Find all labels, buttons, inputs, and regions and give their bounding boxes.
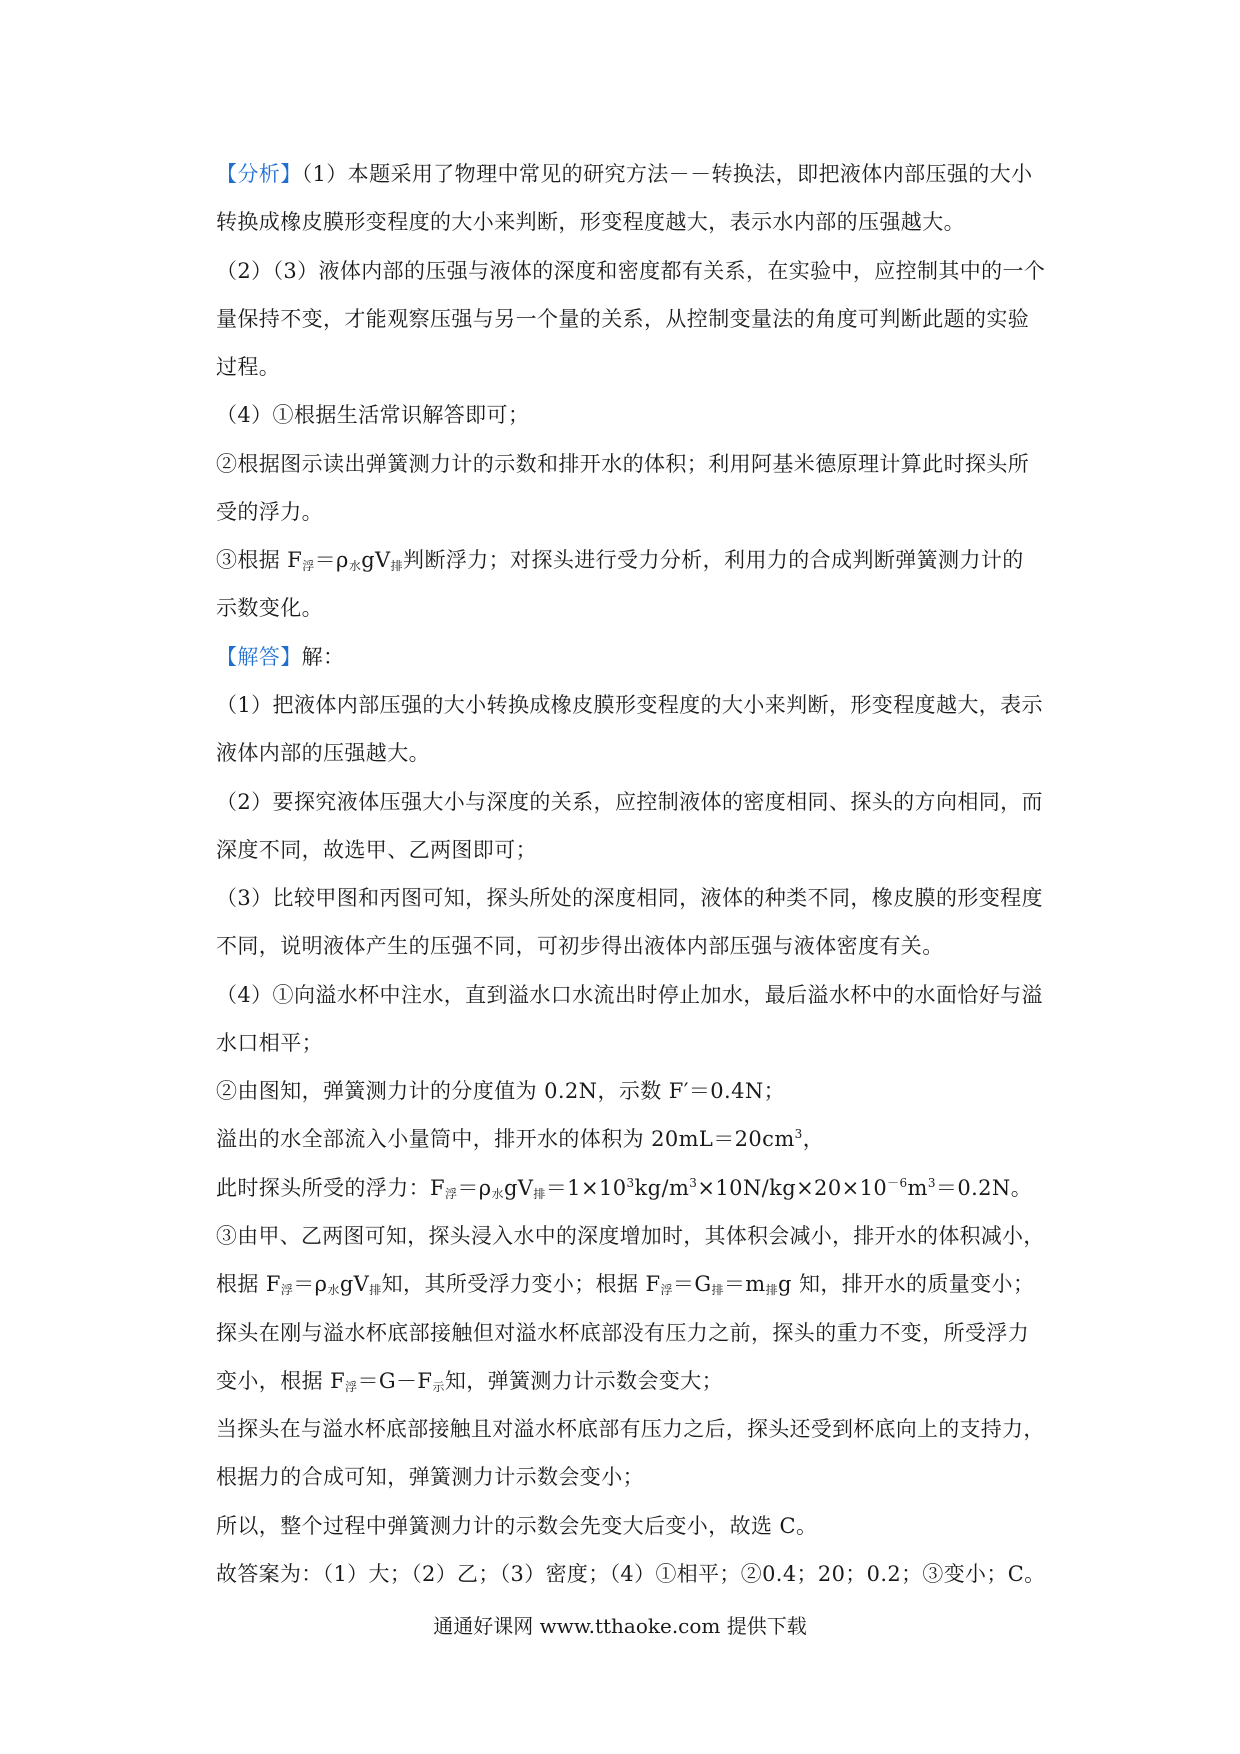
answer-line-9: ②由图知，弹簧测力计的分度值为 0.2N，示数 F′＝0.4N；: [216, 1079, 786, 1103]
answer-line-17: 根据力的合成可知，弹簧测力计示数会变小；: [216, 1465, 644, 1489]
answer-line-3: （2）要探究液体压强大小与深度的关系，应控制液体的密度相同、探头的方向相同，而: [216, 790, 1043, 814]
answer-line-14: 探头在刚与溢水杯底部接触但对溢水杯底部没有压力之前，探头的重力不变，所受浮力: [216, 1321, 1030, 1345]
analysis-line-2: 转换成橡皮膜形变程度的大小来判断，形变程度越大，表示水内部的压强越大。: [216, 210, 965, 234]
answer-line-5: （3）比较甲图和丙图可知，探头所处的深度相同，液体的种类不同，橡皮膜的形变程度: [216, 886, 1043, 910]
answer-line-11: 此时探头所受的浮力：$F_浮=\rho_水gV_排=1\times 10^3kg/m^3\times 10N/kg\times 20\times 10^{-6}m^3=0.2N$。: [216, 1176, 1033, 1201]
answer-line-12: ③由甲、乙两图可知，探头浸入水中的深度增加时，其体积会减小，排开水的体积减小，: [216, 1224, 1045, 1248]
analysis-line-5: 过程。: [216, 355, 281, 379]
analysis-line-6: （4）①根据生活常识解答即可；: [216, 403, 530, 427]
answer-line-16: 当探头在与溢水杯底部接触且对溢水杯底部有压力之后，探头还受到杯底向上的支持力，: [216, 1417, 1045, 1441]
answer-line-13: 根据 $F_浮=\rho_水gV_排$知，其所受浮力变小；根据 $F_浮=G_排=m_排g$ 知，排开水的质量变小；: [216, 1272, 1035, 1297]
answer-tag: 【解答】: [216, 645, 302, 669]
answer-line-7: （4）①向溢水杯中注水，直到溢水口水流出时停止加水，最后溢水杯中的水面恰好与溢: [216, 983, 1043, 1007]
analysis-line-7: ②根据图示读出弹簧测力计的示数和排开水的体积；利用阿基米德原理计算此时探头所: [216, 452, 1030, 476]
answer-line-4: 深度不同，故选甲、乙两图即可；: [216, 838, 537, 862]
answer-line-0: 【解答】解：: [216, 645, 345, 669]
answer-line-1: （1）把液体内部压强的大小转换成橡皮膜形变程度的大小来判断，形变程度越大，表示: [216, 693, 1043, 717]
answer-line-19: 故答案为：（1）大；（2）乙；（3）密度；（4）①相平；②0.4；20；0.2；③变小；C。: [216, 1562, 1046, 1586]
analysis-line-3: （2）（3）液体内部的压强与液体的深度和密度都有关系，在实验中，应控制其中的一个: [216, 259, 1046, 283]
analysis-tag: 【分析】: [216, 162, 302, 186]
analysis-line-1: 【分析】（1）本题采用了物理中常见的研究方法－－转换法，即把液体内部压强的大小: [216, 162, 1033, 186]
answer-line-10: 溢出的水全部流入小量筒中，排开水的体积为 $20mL=20cm^3$，: [216, 1127, 825, 1151]
answer-line-8: 水口相平；: [216, 1031, 323, 1055]
analysis-line-8: 受的浮力。: [216, 500, 323, 524]
answer-line-2: 液体内部的压强越大。: [216, 741, 430, 765]
page-footer: 通通好课网 www.tthaoke.com 提供下载: [433, 1614, 807, 1638]
answer-line-6: 不同，说明液体产生的压强不同，可初步得出液体内部压强与液体密度有关。: [216, 934, 944, 958]
analysis-line-10: 示数变化。: [216, 596, 323, 620]
answer-line-15: 变小，根据 $F_浮=G-F_示$知，弹簧测力计示数会变大；: [216, 1369, 724, 1394]
analysis-line-9: ③根据 $F_浮=\rho_水gV_排$判断浮力；对探头进行受力分析，利用力的合成判断弹簧测力计的: [216, 548, 1024, 573]
answer-line-18: 所以，整个过程中弹簧测力计的示数会先变大后变小，故选 C。: [216, 1514, 818, 1538]
analysis-line-4: 量保持不变，才能观察压强与另一个量的关系，从控制变量法的角度可判断此题的实验: [216, 307, 1030, 331]
